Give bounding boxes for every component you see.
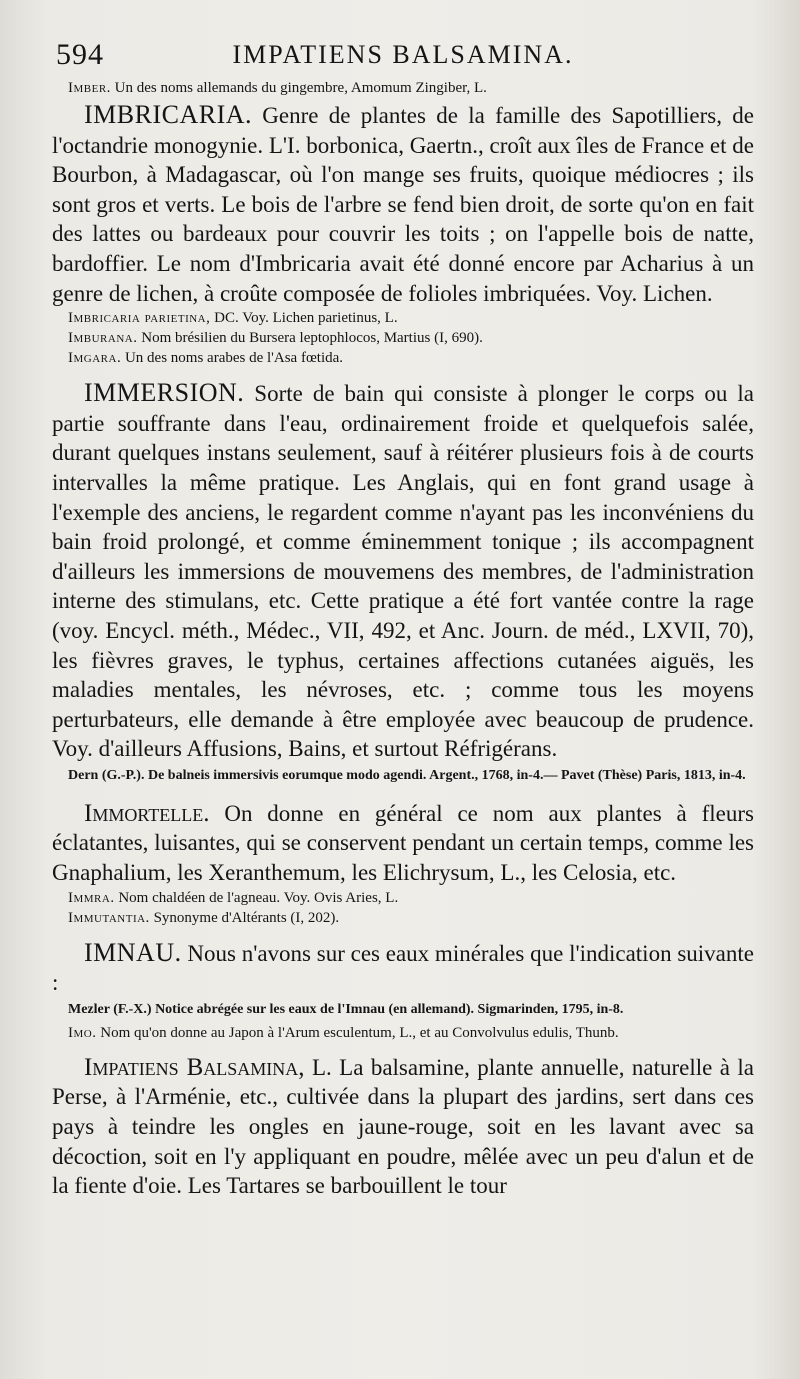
- entry-text: Nom chaldéen de l'agneau. Voy. Ovis Aries, L.: [114, 889, 399, 906]
- entry-immutantia: [52, 908, 754, 928]
- page-header: [52, 34, 754, 78]
- entry-imber: [52, 78, 754, 98]
- headword: Impatiens Balsamina,: [84, 1053, 305, 1081]
- headword: Imgara.: [68, 350, 122, 367]
- headword: IMNAU.: [84, 937, 182, 967]
- headword: Immra.: [68, 889, 115, 906]
- headword: IMBRICARIA.: [84, 100, 253, 129]
- entry-impatiens-balsamina: [52, 1053, 754, 1201]
- running-head: IMPATIENS BALSAMINA.: [232, 40, 574, 69]
- entry-text: Nom qu'on donne au Japon à l'Arum esculentum, L., et au Convolvulus edulis, Thunb.: [96, 1024, 619, 1041]
- entry-text: Nous n'avons sur ces eaux minérales que l'indication suivante :: [52, 940, 754, 996]
- headword: Imburana.: [68, 330, 138, 347]
- entry-imbricaria: [52, 100, 754, 308]
- entry-text: Un des noms allemands du gingembre, Amomum Zingiber, L.: [110, 80, 487, 96]
- headword: IMMERSION.: [84, 378, 245, 408]
- entry-text: DC. Voy. Lichen parietinus, L.: [210, 310, 398, 327]
- entry-text: Synonyme d'Altérants (I, 202).: [149, 909, 340, 926]
- entry-immersion: [52, 378, 754, 764]
- entry-text: On donne en général ce nom aux plantes à fleurs éclatantes, luisantes, qui se conservent pendant un certain temps, comme les Gnaphalium, les Xeranthemum, les Elichrysum, L., les Celosia, etc.: [52, 800, 754, 886]
- entry-text: Sorte de bain qui consiste à plonger le corps ou la partie souffrante dans l'eau, ordinairement froide et quelquefois salée, durant quelques instans seulement, sauf à réitérer plusieurs fois à de courts intervalles la même pratique. Les Anglais, qui en font grand usage à l'exemple des anciens, le regardent comme n'ayant pas les inconvéniens du bain froid prolongé, et comme éminemment tonique ; ils accompagnent d'ailleurs les immersions de mouvemens des membres, de l'administration interne des stimulans, etc. Cette pratique a été fort vantée contre la rage (voy. Encycl. méth., Médec., VII, 492, et Anc. Journ. de méd., LXVII, 70), les fièvres graves, le typhus, certaines affections cutanées aiguës, les maladies mentales, les névroses, etc. ; comme tous les moyens perturbateurs, elle demande à être employée avec beaucoup de prudence. Voy. d'ailleurs Affusions, Bains, et surtout Réfrigérans.: [52, 381, 754, 762]
- entry-immra: [52, 888, 754, 908]
- entry-text: Un des noms arabes de l'Asa fœtida.: [121, 350, 344, 367]
- entry-imburana: [52, 328, 754, 348]
- entry-text: Genre de plantes de la famille des Sapotilliers, de l'octandrie monogynie. L'I. borbonica, Gaertn., croît aux îles de France et de Bourbon, à Madagascar, où l'on mange ses fruits, quoique médiocres ; ils sont gros et verts. Le bois de l'arbre se fend bien droit, de sorte qu'on en fait des lattes ou bardeaux pour couvrir les toits ; on l'appelle bois de natte, bardoffier. Le nom d'Imbricaria avait été donné encore par Acharius à un genre de lichen, à croûte composée de folioles imbriquées. Voy. Lichen.: [52, 103, 754, 306]
- headword: Imo.: [68, 1024, 97, 1041]
- headword: Imber.: [68, 80, 111, 96]
- headword: Immutantia.: [68, 909, 150, 926]
- entry-text: Nom brésilien du Bursera leptophlocos, Martius (I, 690).: [137, 330, 483, 347]
- entry-imbricaria-parietina: [52, 308, 754, 328]
- bibliography-imnau: Mezler (F.-X.) Notice abrégée sur les eaux de l'Imnau (en allemand). Sigmarinden, 1795, in-8.: [68, 1001, 624, 1017]
- headword: Immortelle.: [84, 799, 210, 827]
- entry-imo: [52, 1023, 754, 1043]
- entry-immortelle: [52, 799, 754, 888]
- entry-imgara: [52, 348, 754, 368]
- entry-text: L. La balsamine, plante annuelle, naturelle à la Perse, à l'Arménie, etc., cultivée dans la plupart des jardins, sert dans ces pays à teindre les ongles en jaune-rouge, soit en les lavant avec sa décoction, soit en l'y appliquant en poudre, mêlée avec un peu d'alun et de la fiente d'oie. Les Tartares se barbouillent le tour: [52, 1054, 754, 1199]
- page-number: 594: [56, 38, 104, 71]
- bibliography-immersion: Dern (G.-P.). De balneis immersivis eorumque modo agendi. Argent., 1768, in-4.— Pavet (Thèse) Paris, 1813, in-4.: [68, 767, 746, 783]
- entry-imnau: [52, 938, 754, 998]
- headword: Imbricaria parietina,: [68, 310, 211, 327]
